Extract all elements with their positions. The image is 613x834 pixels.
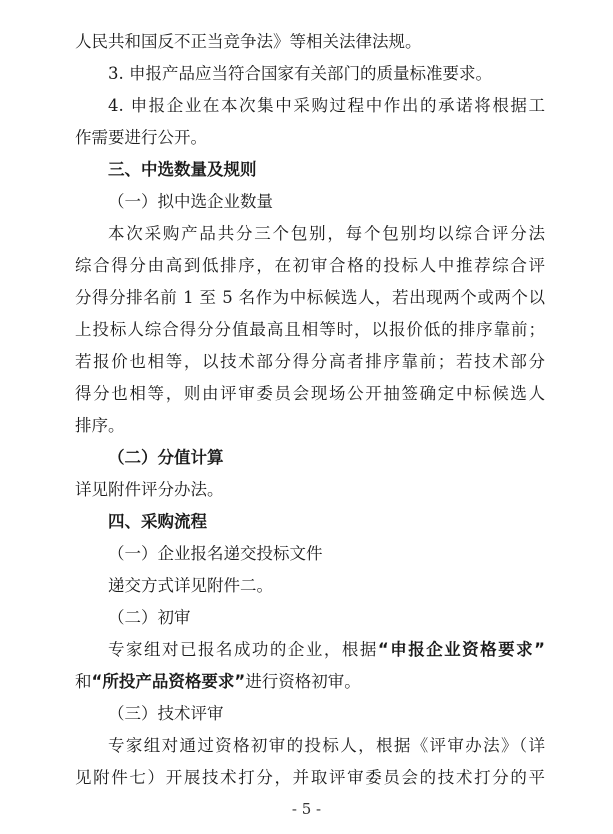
body-line-12: 详见附件评分办法。	[75, 480, 224, 499]
body-line-8: 上投标人综合得分分值最高且相等时，以报价低的排序靠前；	[75, 320, 545, 339]
body-line-6: 综合得分由高到低排序，在初审合格的投标人中推荐综合评	[75, 256, 545, 275]
body-line-13: 递交方式详见附件二。	[108, 576, 273, 595]
body-line-15	[75, 672, 545, 692]
body-line-3: 4. 申报企业在本次集中采购过程中作出的承诺将根据工	[108, 96, 545, 115]
body-line-9: 若报价也相等，以技术部分得分高者排序靠前；若技术部分	[75, 352, 545, 371]
subsection-heading-3: （一）企业报名递交投标文件	[108, 544, 323, 563]
section-heading-4: 四、采购流程	[108, 512, 207, 531]
section-heading-3: 三、中选数量及规则	[108, 160, 257, 179]
body-line-10: 得分也相等，则由评审委员会现场公开抽签确定中标候选人	[75, 384, 545, 403]
body-line-11: 排序。	[75, 416, 125, 435]
body-line-14-text: 专家组对已报名成功的企业，根据	[108, 640, 378, 659]
subsection-heading-1: （一）拟中选企业数量	[108, 192, 273, 211]
subsection-heading-2: （二）分值计算	[108, 448, 224, 467]
body-line-7: 分得分排名前 1 至 5 名作为中标候选人，若出现两个或两个以	[75, 288, 545, 307]
body-line-15-text-c: 进行资格初审。	[245, 672, 361, 691]
body-line-1: 人民共和国反不正当竞争法》等相关法律法规。	[75, 32, 422, 51]
body-line-4: 作需要进行公开。	[75, 128, 207, 147]
page-number: - 5 -	[291, 800, 322, 818]
subsection-heading-4: （二）初审	[108, 608, 191, 627]
body-line-2: 3. 申报产品应当符合国家有关部门的质量标准要求。	[108, 64, 492, 83]
body-line-5: 本次采购产品共分三个包别，每个包别均以综合评分法	[108, 224, 545, 243]
body-line-16: 专家组对通过资格初审的投标人，根据《评审办法》（详	[108, 736, 545, 755]
emphasis-enterprise-qualification: “申报企业资格要求”	[377, 640, 545, 659]
body-line-14	[108, 640, 545, 660]
subsection-heading-5: （三）技术评审	[108, 704, 224, 723]
body-line-15-text-a: 和	[75, 672, 92, 691]
body-line-17: 见附件七）开展技术打分，并取评审委员会的技术打分的平	[75, 768, 545, 787]
emphasis-product-qualification: “所投产品资格要求”	[91, 672, 246, 691]
